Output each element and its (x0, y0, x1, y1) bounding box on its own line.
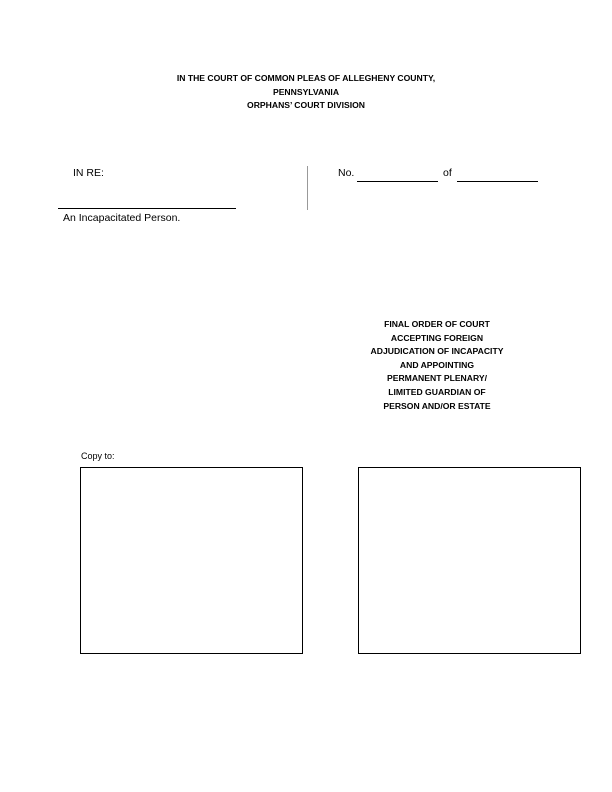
order-title-line: AND APPOINTING (399, 359, 475, 370)
order-title-line: PERMANENT PLENARY/ (387, 373, 487, 384)
case-number-label: No. (338, 167, 355, 179)
court-header-line-2: PENNSYLVANIA (272, 86, 340, 97)
order-title (337, 318, 537, 413)
incapacitated-person-name-line[interactable] (58, 208, 236, 209)
court-header-line-1: IN THE COURT OF COMMON PLEAS OF ALLEGHENY COUNTY, (176, 73, 436, 83)
case-number-line[interactable] (357, 181, 438, 182)
case-year-line[interactable] (457, 181, 538, 182)
order-title-line: ACCEPTING FOREIGN (390, 332, 484, 343)
order-title-line: LIMITED GUARDIAN OF (388, 386, 486, 397)
incapacitated-person-label: An Incapacitated Person. (63, 212, 181, 224)
case-year-label: of (443, 167, 452, 179)
order-title-line: ADJUDICATION OF INCAPACITY (370, 346, 504, 357)
order-title-line: FINAL ORDER OF COURT (384, 319, 490, 329)
copy-to-box-left[interactable] (80, 467, 303, 654)
caption-divider (307, 166, 308, 210)
court-header-line-3: ORPHANS’ COURT DIVISION (247, 100, 365, 110)
in-re-label: IN RE: (73, 167, 104, 179)
copy-to-box-right[interactable] (358, 467, 581, 654)
copy-to-label: Copy to: (81, 451, 115, 461)
court-header (0, 72, 612, 113)
order-title-line: PERSON AND/OR ESTATE (383, 400, 491, 411)
